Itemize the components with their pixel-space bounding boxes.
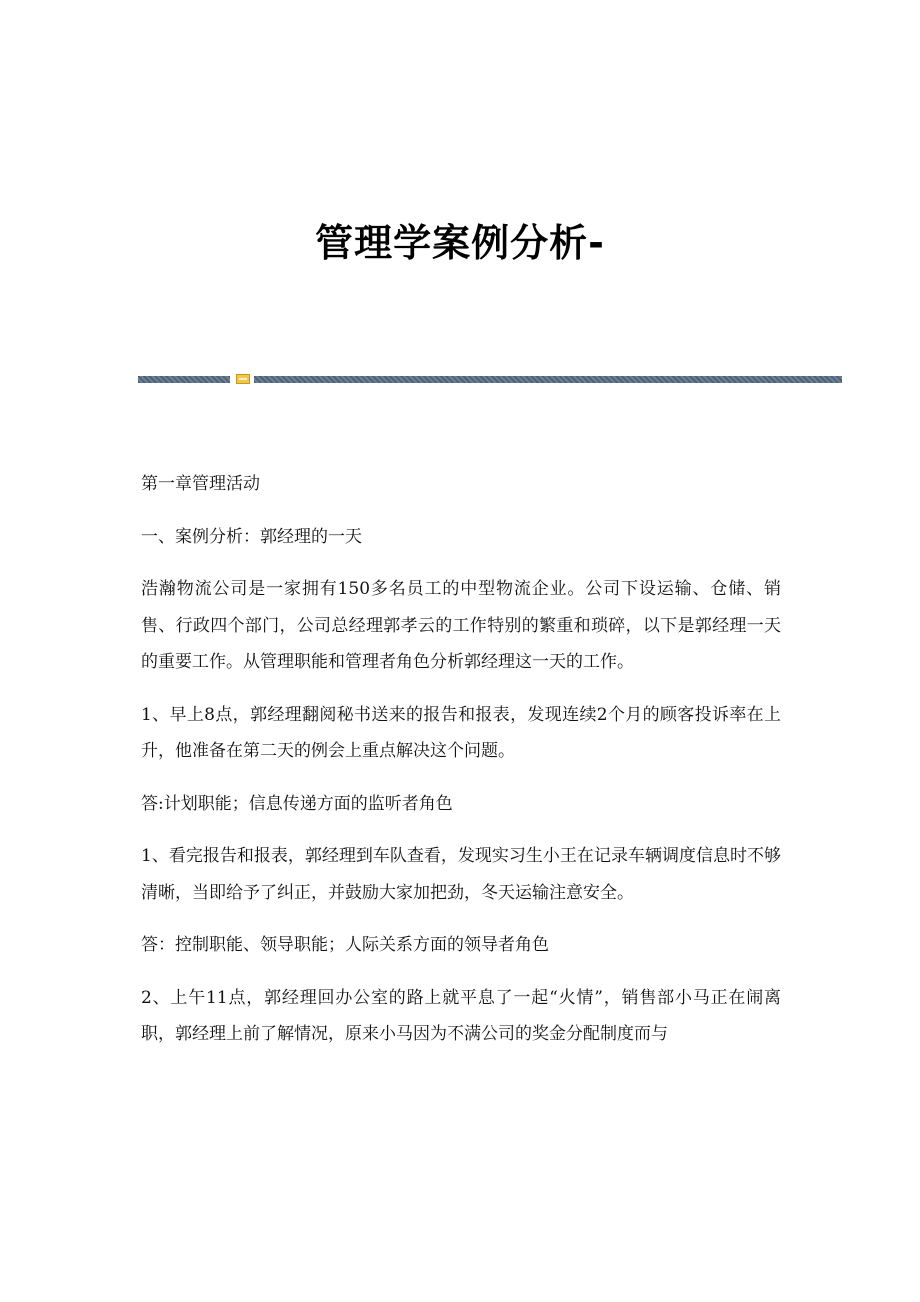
document-title: 管理学案例分析- bbox=[315, 221, 605, 265]
chapter-heading: 第一章管理活动 bbox=[141, 474, 260, 494]
title-divider bbox=[138, 374, 842, 384]
case-item-paragraph: 1、早上8点，郭经理翻阅秘书送来的报告和报表，发现连续2个月的顾客投诉率在上升，他准备在第二天的例会上重点解决这个问题。 bbox=[141, 704, 781, 761]
answer-paragraph: 答：控制职能、领导职能；人际关系方面的领导者角色 bbox=[141, 935, 549, 955]
divider-bar-left bbox=[138, 376, 230, 383]
divider-bar-right bbox=[254, 376, 842, 383]
divider-ornament-icon bbox=[236, 374, 250, 384]
case-item-paragraph: 2、上午11点，郭经理回办公室的路上就平息了一起“火情”，销售部小马正在闹离职，郭经理上前了解情况，原来小马因为不满公司的奖金分配制度而与 bbox=[141, 987, 781, 1044]
document-body bbox=[141, 466, 781, 1053]
section-heading: 一、案例分析：郭经理的一天 bbox=[141, 526, 362, 547]
case-item-paragraph: 1、看完报告和报表，郭经理到车队查看，发现实习生小王在记录车辆调度信息时不够清晰，当即给予了纠正，并鼓励大家加把劲，冬天运输注意安全。 bbox=[141, 846, 781, 903]
answer-paragraph: 答:计划职能；信息传递方面的监听者角色 bbox=[141, 793, 453, 814]
case-intro-paragraph: 浩瀚物流公司是一家拥有150多名员工的中型物流企业。公司下设运输、仓储、销售、行政四个部门，公司总经理郭孝云的工作特别的繁重和琐碎，以下是郭经理一天的重要工作。从管理职能和管理者角色分析郭经理这一天的工作。 bbox=[141, 579, 781, 672]
